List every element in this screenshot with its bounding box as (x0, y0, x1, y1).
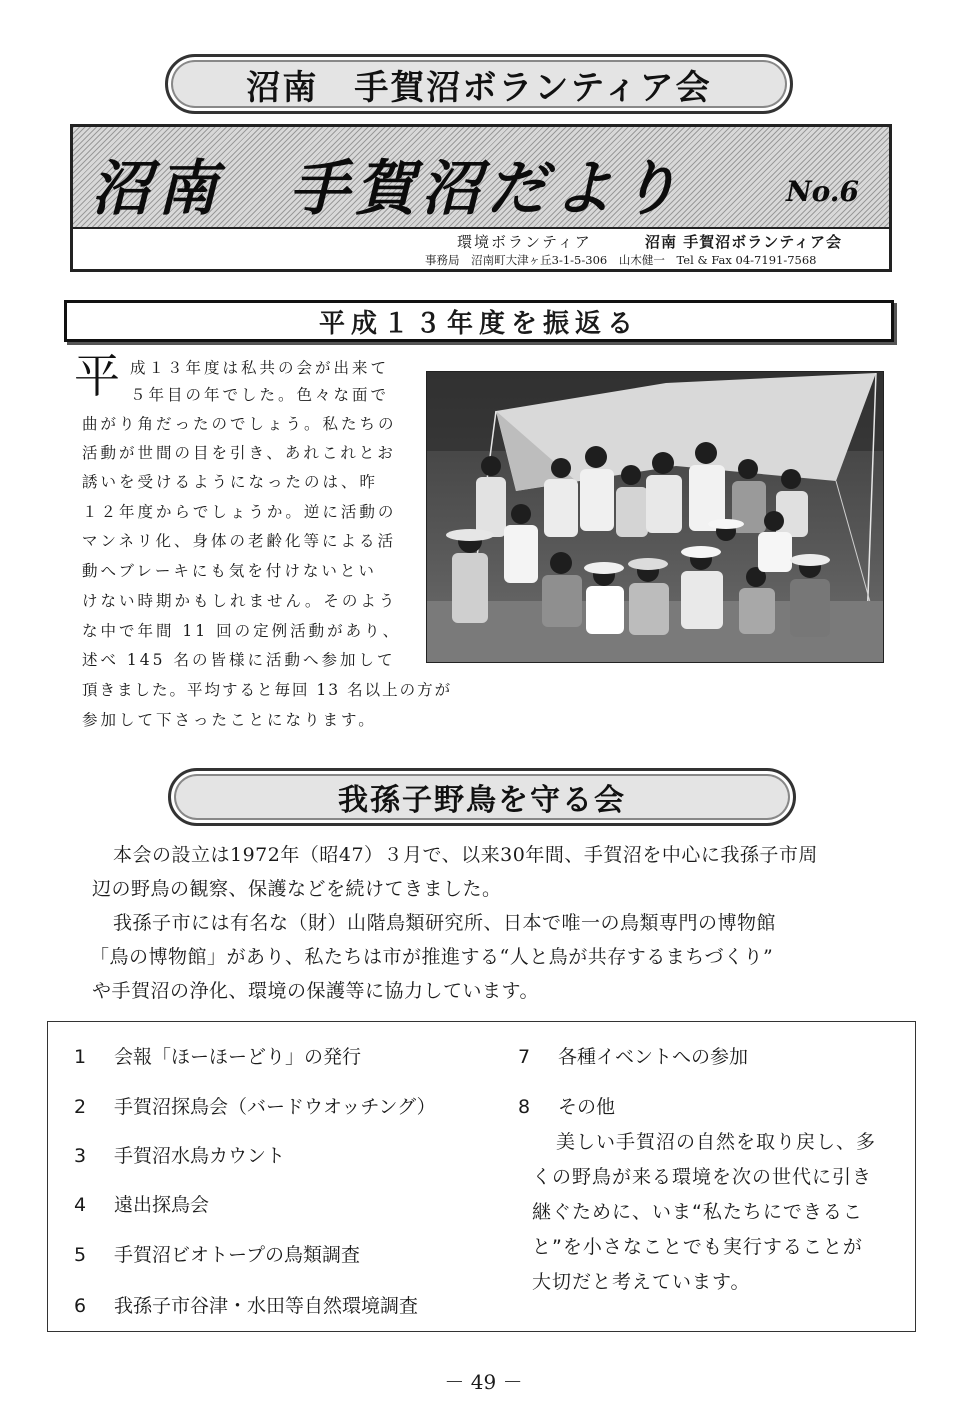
masthead-tagline: 環境ボランティア (457, 233, 592, 251)
office-address (425, 252, 824, 268)
review-line: 誘いを受けるようになったのは、昨 (82, 473, 379, 491)
closing-line: くの野鳥が来る環境を次の世代に引き (532, 1166, 873, 1188)
office-person: 山木健一 (618, 253, 665, 267)
activity-item (74, 1092, 436, 1119)
society-paragraph-line: 我孫子市には有名な（財）山階鳥類研究所、日本で唯一の鳥類専門の博物館 (113, 912, 777, 934)
activity-text: 我孫子市谷津・水田等自然環境調査 (114, 1295, 419, 1317)
activity-number: 2 (74, 1096, 87, 1118)
masthead-org: 沼南 手賀沼ボランティア会 (645, 233, 843, 251)
activity-text: 手賀沼水鳥カウント (114, 1145, 286, 1167)
activity-text: 手賀沼探鳥会（バードウオッチング） (114, 1096, 436, 1118)
activity-text: 手賀沼ビオトープの鳥類調査 (114, 1244, 361, 1266)
review-line: 成１３年度は私共の会が出来て (130, 359, 390, 377)
activity-text: その他 (558, 1096, 616, 1118)
closing-line: と”を小さなことでも実行することが (532, 1236, 863, 1258)
review-line: 動へブレーキにも気を付けないとい (82, 562, 377, 580)
review-line: な中で年間 11 回の定例活動があり、 (82, 622, 402, 640)
review-line: 頂きました。平均すると毎回 13 名以上の方が (82, 681, 453, 699)
org-title-banner (165, 54, 793, 114)
activity-number: 3 (74, 1145, 87, 1167)
activity-number: 4 (74, 1194, 87, 1216)
masthead-band (73, 127, 889, 229)
closing-line: 大切だと考えています。 (532, 1271, 751, 1293)
society-paragraph-line: 本会の設立は1972年（昭47）３月で、以来30年間、手賀沼を中心に我孫子市周 (113, 844, 818, 866)
org-title: 沼南 手賀沼ボランティア会 (246, 67, 712, 108)
review-line: マンネリ化、身体の老齢化等による活 (82, 532, 397, 550)
activity-number: 5 (74, 1244, 87, 1266)
newsletter-masthead (70, 124, 892, 272)
page-number: － 49 － (444, 1370, 523, 1394)
activity-item (518, 1042, 748, 1069)
newsletter-title: 沼南 手賀沼だより (91, 154, 685, 224)
activity-number: 7 (518, 1046, 531, 1068)
activity-item (74, 1190, 209, 1217)
society-paragraph-line: 辺の野鳥の観察、保護などを続けてきました。 (92, 878, 502, 900)
activities-box (47, 1021, 916, 1332)
activity-text: 会報「ほーほーどり」の発行 (114, 1046, 362, 1068)
issue-number: No.6 (785, 175, 859, 208)
activity-item (74, 1042, 361, 1069)
section-title-bird-society: 我孫子野鳥を守る会 (338, 783, 626, 818)
review-line: 参加して下さったことになります。 (82, 711, 377, 729)
activity-number: 6 (74, 1295, 87, 1317)
activity-item (74, 1141, 285, 1168)
society-paragraph-line: や手賀沼の浄化、環境の保護等に協力しています。 (92, 980, 539, 1002)
group-photo (426, 371, 884, 663)
activity-number: 1 (74, 1046, 87, 1068)
activity-item (74, 1291, 418, 1318)
activity-item (74, 1240, 360, 1267)
review-line: けない時期かもしれません。そのよう (82, 592, 398, 610)
activity-text: 各種イベントへの参加 (558, 1046, 749, 1068)
section-banner-bird-society (168, 768, 796, 826)
closing-line: 継ぐために、いま“私たちにできるこ (532, 1201, 863, 1223)
activity-number: 8 (518, 1096, 531, 1118)
office-contact: Tel & Fax 04-7191-7568 (676, 253, 817, 267)
drop-cap: 平 (74, 349, 120, 403)
activity-item (518, 1092, 615, 1119)
society-paragraph-line: 「鳥の博物館」があり、私たちは市が推進する“人と鳥が共存するまちづくり” (90, 946, 774, 968)
review-line: 曲がり角だったのでしょう。私たちの (82, 415, 397, 433)
section-heading-review (64, 300, 894, 342)
closing-line: 美しい手賀沼の自然を取り戻し、多 (556, 1131, 877, 1153)
activity-text: 遠出探鳥会 (114, 1194, 210, 1216)
review-line: 活動が世間の目を引き、あれこれとお (82, 444, 396, 462)
review-line: 述べ 145 名の皆様に活動へ参加して (82, 651, 396, 669)
section-title-review: 平成１３年度を振返る (318, 308, 639, 339)
office-label: 事務局 (425, 253, 460, 267)
review-line: ５年目の年でした。色々な面で (130, 386, 390, 404)
review-line: １２年度からでしょうか。逆に活動の (82, 503, 397, 521)
office-location: 沼南町大津ヶ丘3-1-5-306 (471, 253, 608, 267)
